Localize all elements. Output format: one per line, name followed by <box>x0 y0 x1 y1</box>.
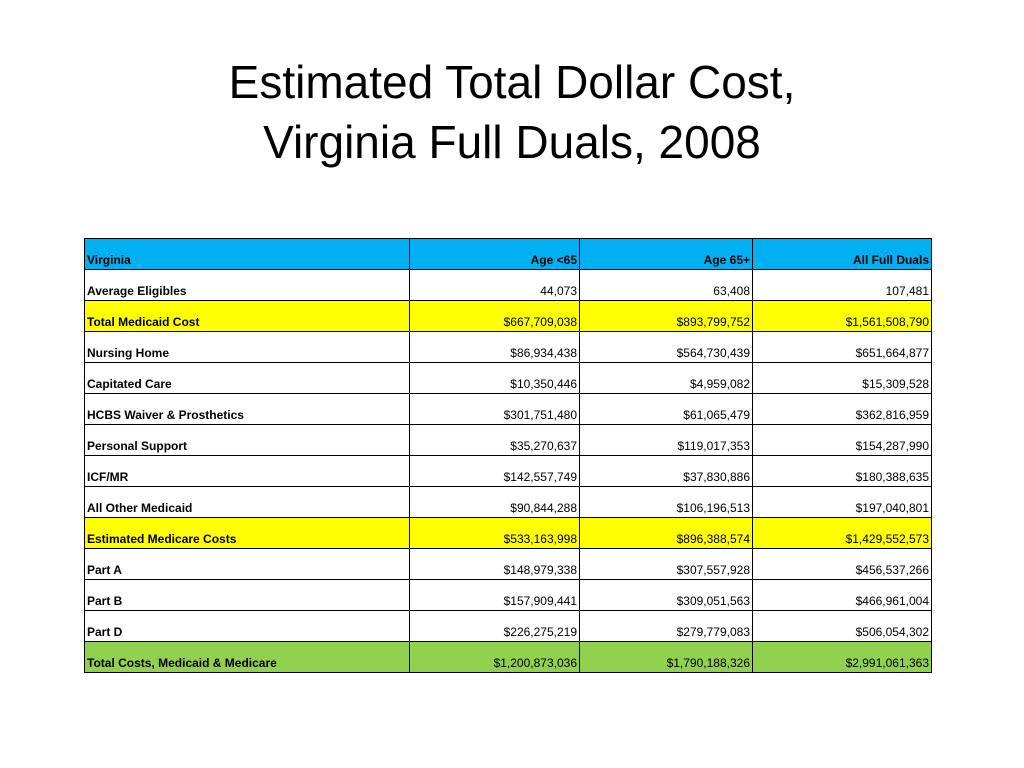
cell-age-65-plus: $307,557,928 <box>580 549 753 580</box>
table-row <box>85 301 932 332</box>
cell-age-under-65: $667,709,038 <box>410 301 580 332</box>
cell-age-65-plus: 63,408 <box>580 270 753 301</box>
table-header-row <box>85 239 932 270</box>
cell-age-under-65: $90,844,288 <box>410 487 580 518</box>
row-label: Part A <box>85 549 410 580</box>
table-row <box>85 611 932 642</box>
cell-age-65-plus: $119,017,353 <box>580 425 753 456</box>
table-row <box>85 549 932 580</box>
cell-age-65-plus: $106,196,513 <box>580 487 753 518</box>
cell-age-65-plus: $896,388,574 <box>580 518 753 549</box>
cell-all-full-duals: $154,287,990 <box>753 425 932 456</box>
cell-all-full-duals: $197,040,801 <box>753 487 932 518</box>
cell-all-full-duals: $15,309,528 <box>753 363 932 394</box>
column-header-virginia: Virginia <box>85 239 410 270</box>
cell-age-under-65: $142,557,749 <box>410 456 580 487</box>
table-row <box>85 518 932 549</box>
row-label: Capitated Care <box>85 363 410 394</box>
row-label: Part D <box>85 611 410 642</box>
cell-age-65-plus: $309,051,563 <box>580 580 753 611</box>
table-row <box>85 580 932 611</box>
row-label: HCBS Waiver & Prosthetics <box>85 394 410 425</box>
cell-age-under-65: $301,751,480 <box>410 394 580 425</box>
cell-age-65-plus: $893,799,752 <box>580 301 753 332</box>
row-label: ICF/MR <box>85 456 410 487</box>
cell-age-under-65: $157,909,441 <box>410 580 580 611</box>
row-label: Personal Support <box>85 425 410 456</box>
cell-all-full-duals: $180,388,635 <box>753 456 932 487</box>
table-row <box>85 394 932 425</box>
cell-age-65-plus: $61,065,479 <box>580 394 753 425</box>
row-label: Total Medicaid Cost <box>85 301 410 332</box>
cell-all-full-duals: $466,961,004 <box>753 580 932 611</box>
cell-age-under-65: $533,163,998 <box>410 518 580 549</box>
column-header-age-65-plus: Age 65+ <box>580 239 753 270</box>
cell-age-under-65: $35,270,637 <box>410 425 580 456</box>
cell-age-under-65: $86,934,438 <box>410 332 580 363</box>
table-row <box>85 487 932 518</box>
cell-age-65-plus: $1,790,188,326 <box>580 642 753 673</box>
cell-age-under-65: 44,073 <box>410 270 580 301</box>
cell-age-under-65: $10,350,446 <box>410 363 580 394</box>
cell-all-full-duals: $1,561,508,790 <box>753 301 932 332</box>
cell-all-full-duals: $651,664,877 <box>753 332 932 363</box>
row-label: All Other Medicaid <box>85 487 410 518</box>
cell-all-full-duals: $506,054,302 <box>753 611 932 642</box>
cell-age-under-65: $226,275,219 <box>410 611 580 642</box>
cell-age-65-plus: $564,730,439 <box>580 332 753 363</box>
page-title-line-2: Virginia Full Duals, 2008 <box>263 116 761 168</box>
cost-table <box>84 238 932 673</box>
cell-age-65-plus: $279,779,083 <box>580 611 753 642</box>
table-row <box>85 363 932 394</box>
table-row <box>85 270 932 301</box>
row-label: Estimated Medicare Costs <box>85 518 410 549</box>
cell-age-65-plus: $37,830,886 <box>580 456 753 487</box>
table-row <box>85 332 932 363</box>
cell-age-under-65: $148,979,338 <box>410 549 580 580</box>
cell-age-65-plus: $4,959,082 <box>580 363 753 394</box>
page-title <box>0 52 1024 172</box>
cell-all-full-duals: $2,991,061,363 <box>753 642 932 673</box>
cell-age-under-65: $1,200,873,036 <box>410 642 580 673</box>
table-row <box>85 642 932 673</box>
cell-all-full-duals: $1,429,552,573 <box>753 518 932 549</box>
row-label: Nursing Home <box>85 332 410 363</box>
table-body <box>85 270 932 673</box>
cell-all-full-duals: $456,537,266 <box>753 549 932 580</box>
row-label: Total Costs, Medicaid & Medicare <box>85 642 410 673</box>
cell-all-full-duals: 107,481 <box>753 270 932 301</box>
table-row <box>85 425 932 456</box>
row-label: Part B <box>85 580 410 611</box>
column-header-age-under-65: Age <65 <box>410 239 580 270</box>
page-title-line-1: Estimated Total Dollar Cost, <box>228 56 796 108</box>
row-label: Average Eligibles <box>85 270 410 301</box>
cell-all-full-duals: $362,816,959 <box>753 394 932 425</box>
column-header-all-full-duals: All Full Duals <box>753 239 932 270</box>
table-row <box>85 456 932 487</box>
